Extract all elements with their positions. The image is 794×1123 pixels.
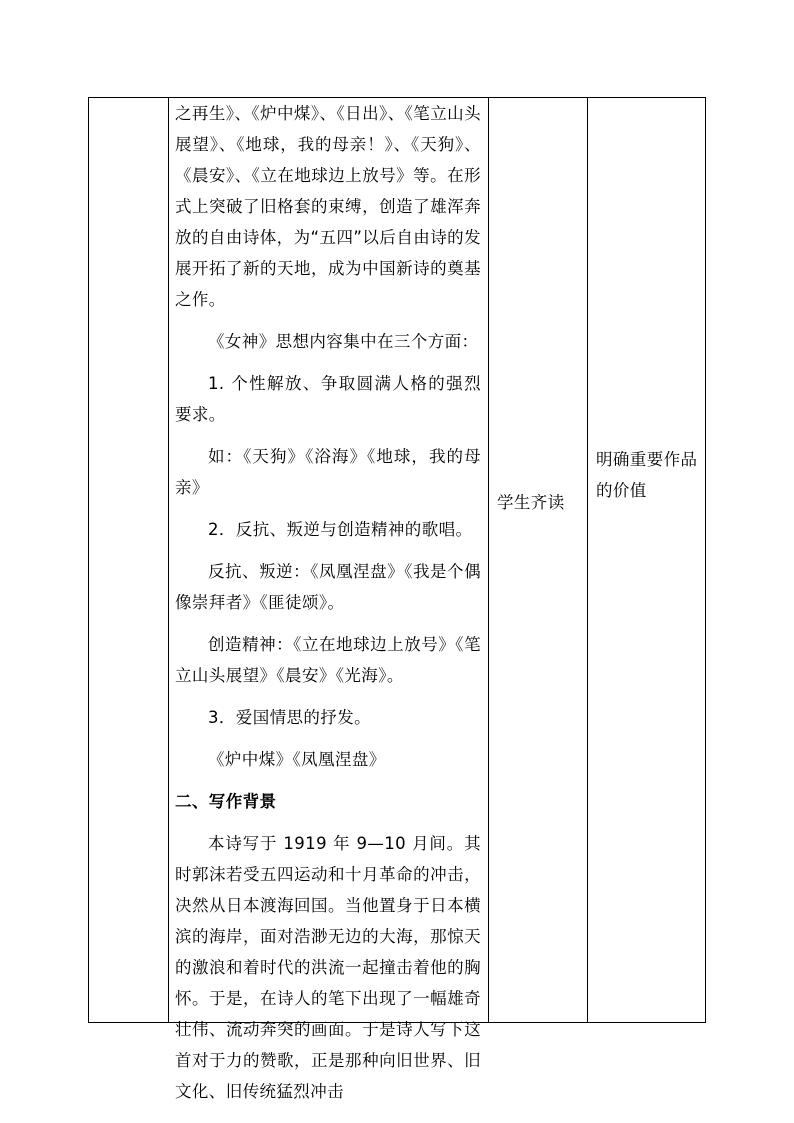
student-activity-cell: 学生齐读 <box>497 493 565 512</box>
content-paragraph: 《炉中煤》《凤凰涅盘》 <box>208 750 386 769</box>
design-intent-cell: 明确重要作品的价值 <box>596 450 698 500</box>
content-paragraph: 如：《天狗》《浴海》《地球，我的母亲》 <box>175 447 481 497</box>
content-paragraph: 1. 个性解放、争取圆满人格的强烈要求。 <box>175 374 481 424</box>
content-paragraph: 本诗写于 1919 年 9—10 月间。其时郭沫若受五四运动和十月革命的冲击，决然从日本渡海回国。当他置身于日本横滨的海岸，面对浩渺无边的大海，那惊天的激浪和着时代的洪流一起撞击着他的胸怀。于是，在诗人的笔下出现了一幅雄奇壮伟、流动奔突的画面。于是诗人写下这首对于力的赞歌，正是那种向旧世界、旧文化、旧传统猛烈冲击 <box>175 834 481 1101</box>
content-paragraph: 创造精神：《立在地球边上放号》《笔立山头展望》《晨安》《光海》。 <box>175 635 481 685</box>
content-paragraph: 之再生》、《炉中煤》、《日出》、《笔立山头展望》、《地球，我的母亲！》、《天狗》、《晨安》、《立在地球边上放号》等。在形式上突破了旧格套的束缚，创造了雄浑奔放的自由诗体，为“五四”以后自由诗的发展开拓了新的天地，成为中国新诗的奠基之作。 <box>175 104 481 309</box>
content-paragraph: 3．爱国情思的抒发。 <box>208 708 371 727</box>
content-paragraph: 《女神》思想内容集中在三个方面： <box>208 332 479 351</box>
content-paragraph: 反抗、叛逆：《凤凰涅盘》《我是个偶像崇拜者》《匪徒颂》。 <box>175 562 481 612</box>
content-paragraph: 2．反抗、叛逆与创造精神的歌唱。 <box>208 520 473 539</box>
section-heading: 二、写作背景 <box>175 792 277 811</box>
teaching-content-cell <box>169 98 489 1101</box>
column-divider <box>587 98 588 1022</box>
lesson-table <box>88 97 706 1101</box>
